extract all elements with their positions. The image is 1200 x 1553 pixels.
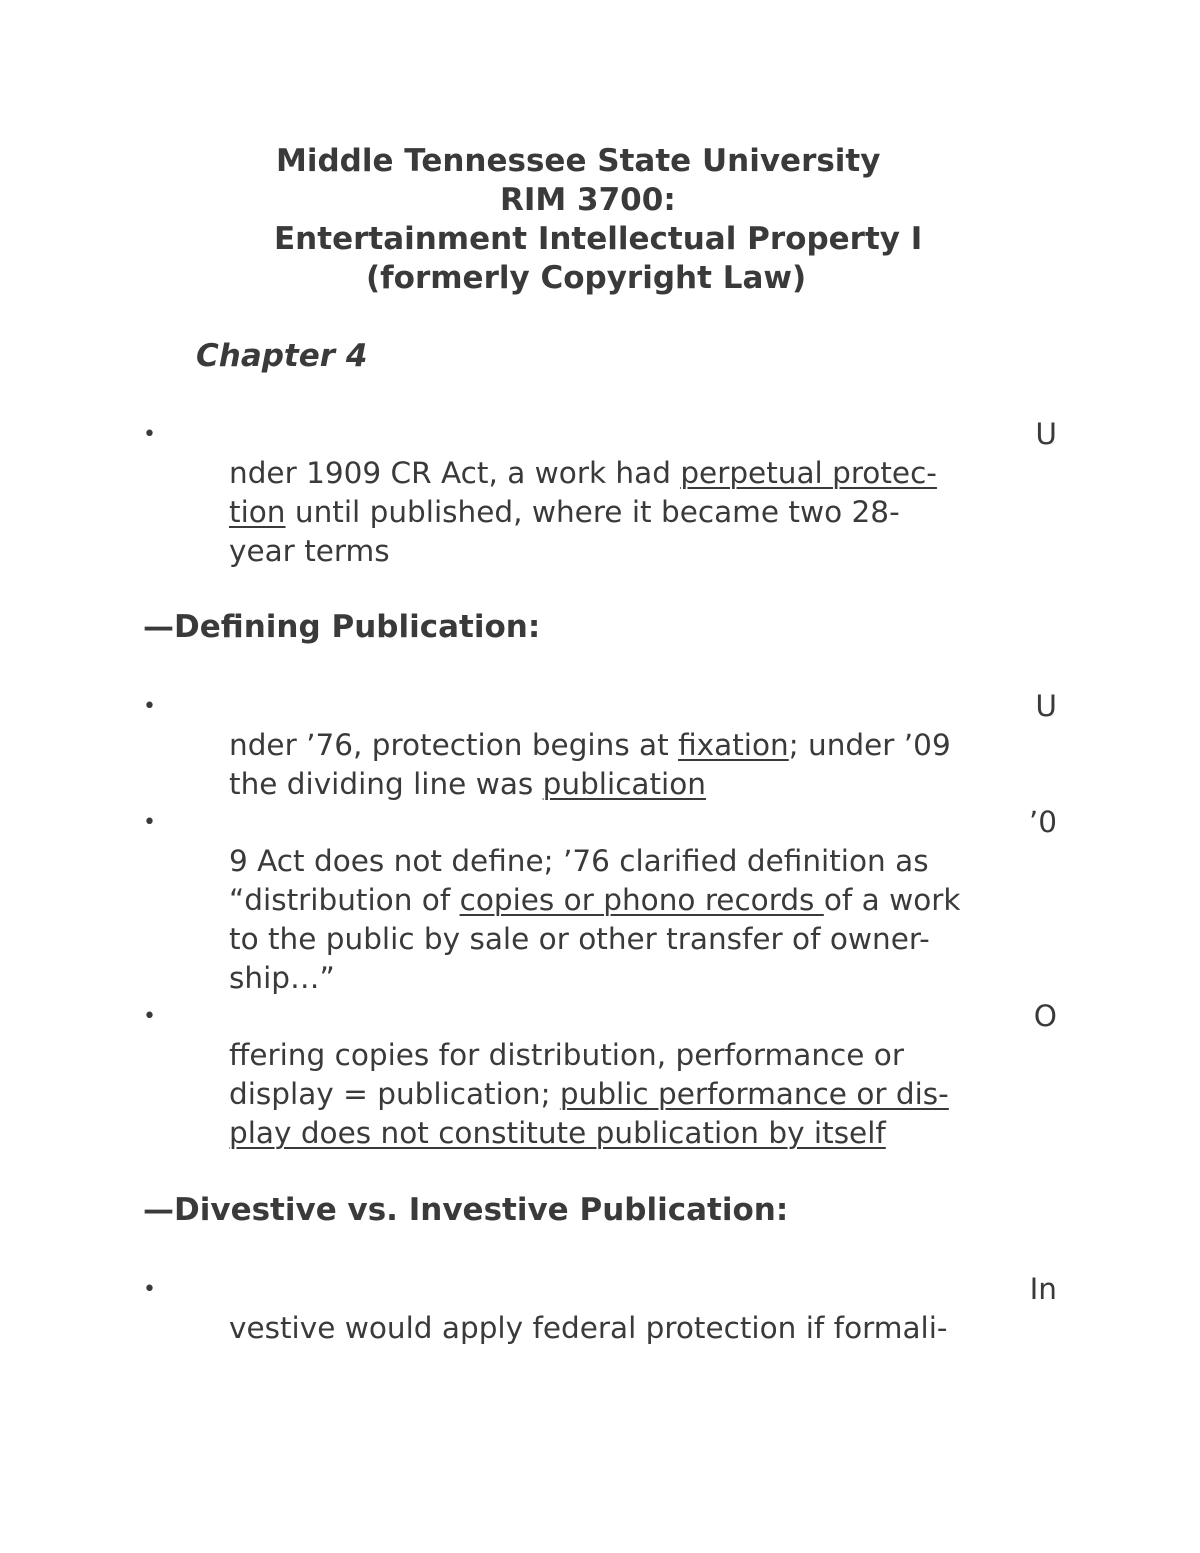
underlined-text: public performance or dis- <box>559 1077 949 1111</box>
text-run: ; under ’09 <box>788 728 951 762</box>
text-run: ship…” <box>229 961 335 995</box>
list-item <box>143 997 1063 1153</box>
list-item <box>143 803 1063 998</box>
bullet-lead-text: O <box>1033 999 1057 1033</box>
bullet-icon: • <box>143 694 156 719</box>
underlined-text: copies or phono records <box>459 883 824 917</box>
text-run: “distribution of <box>229 883 460 917</box>
text-run: to the public by sale or other transfer of owner- <box>229 922 930 956</box>
list-item <box>143 1270 1063 1350</box>
underlined-text: play does not constitute publication by itself <box>229 1116 886 1150</box>
list-item <box>143 415 1063 575</box>
bullet-lead-text: In <box>1029 1272 1057 1306</box>
text-run: vestive would apply federal protection if formali- <box>229 1311 948 1345</box>
title-former-name: (formerly Copyright Law) <box>366 260 807 296</box>
bullet-body <box>229 454 1069 571</box>
bullet-icon: • <box>143 1277 156 1302</box>
section-heading-defining-publication: —Defining Publication: <box>143 609 541 645</box>
text-run: the dividing line was <box>229 767 543 801</box>
title-university: Middle Tennessee State University <box>276 143 881 179</box>
title-course-name: Entertainment Intellectual Property I <box>274 221 923 257</box>
bullet-body <box>229 726 1069 804</box>
text-run: of a work <box>823 883 961 917</box>
chapter-heading: Chapter 4 <box>196 338 368 374</box>
list-item <box>143 687 1063 804</box>
underlined-text: fixation <box>678 728 789 762</box>
bullet-body <box>229 1036 1069 1153</box>
text-run: 9 Act does not define; ’76 clarified definition as <box>229 844 929 878</box>
bullet-body <box>229 1309 1069 1348</box>
bullet-lead-text: U <box>1035 417 1057 451</box>
bullet-body <box>229 842 1069 998</box>
text-run: nder ’76, protection begins at <box>229 728 679 762</box>
underlined-text: perpetual protec- <box>680 456 937 490</box>
text-run: display = publication; <box>229 1077 560 1111</box>
text-run: year terms <box>229 534 390 568</box>
bullet-icon: • <box>143 1004 156 1029</box>
bullet-lead-text: U <box>1035 689 1057 723</box>
underlined-text: publication <box>542 767 707 801</box>
section-heading-divestive-investive: —Divestive vs. Investive Publication: <box>143 1192 789 1228</box>
title-course-code: RIM 3700: <box>500 182 676 218</box>
bullet-lead-text: ’0 <box>1028 805 1057 839</box>
text-run: nder 1909 CR Act, a work had <box>229 456 681 490</box>
bullet-icon: • <box>143 422 156 447</box>
bullet-icon: • <box>143 810 156 835</box>
text-run: ffering copies for distribution, performance or <box>229 1038 904 1072</box>
text-run: until published, where it became two 28- <box>285 495 900 529</box>
underlined-text: tion <box>229 495 286 529</box>
